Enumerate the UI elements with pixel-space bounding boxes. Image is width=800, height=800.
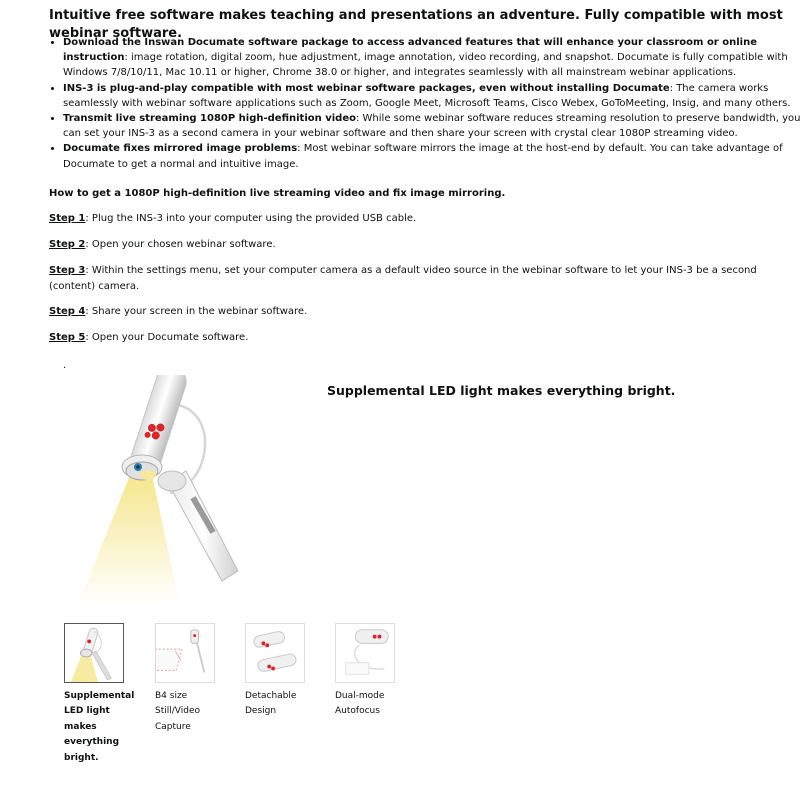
thumbnail-led-light[interactable] [64,623,124,683]
hero-caption: Supplemental LED light makes everything bright. [327,383,676,398]
thumbnail-label-led-light: Supplemental LED light makes everything bright. [64,691,135,763]
thumbnail-detachable[interactable] [245,623,305,683]
thumbnail-label-autofocus: Dual-mode Autofocus [335,691,385,717]
feature-bullet-text: : The camera works seamlessly with webinar software applications such as Zoom, Google Meet, Microsoft Teams, Cisco Webex, GoToMeeting, Insig, and many others. [63,82,791,109]
thumbnail-b4-capture-image [156,624,214,682]
step-label: Step 1 [49,213,86,224]
step-label: Step 3 [49,265,86,276]
step-text: : Share your screen in the webinar software. [85,306,308,317]
feature-bullet-bold: Transmit live streaming 1080P high-definition video [63,113,356,125]
step-text: : Open your Documate software. [85,332,249,343]
feature-bullet [63,81,800,111]
feature-bullet-text: : image rotation, digital zoom, hue adjustment, image annotation, video recording, and snapshot. Documate is fully compatible with Windows 7/8/10/11, Mac 10.11 or higher, Chrome 38.0 or higher, and integrates seamlessly with all mainstream webinar applications. [63,52,788,79]
step-text: : Open your chosen webinar software. [85,239,276,250]
feature-bullet [63,35,800,81]
step-label: Step 2 [49,239,86,250]
step-3 [49,263,789,294]
step-1 [49,211,789,227]
step-5 [49,330,789,346]
feature-bullet [63,141,800,171]
thumbnail-b4-capture[interactable] [155,623,215,683]
feature-bullet-bold: Download the Inswan Documate software package to access advanced features that will enhance your classroom or online instruction [63,37,757,64]
thumbnail-led-light-image [65,624,123,682]
feature-bullet-text: : While some webinar software reduces streaming resolution to preserve bandwidth, you can set your INS-3 as a second camera in your webinar software and then share your screen with crystal clear 1080P streaming video. [63,113,800,140]
thumbnail-label-b4-capture: B4 size Still/Video Capture [155,691,200,732]
feature-bullet-list [49,35,800,172]
step-label: Step 5 [49,332,86,343]
thumbnail-autofocus[interactable] [335,623,395,683]
thumbnail-label-detachable: Detachable Design [245,691,297,717]
feature-bullet-text: : Most webinar software mirrors the image at the host-end by default. You can take advantage of Documate to get a normal and intuitive image. [63,143,783,170]
feature-bullet-bold: Documate fixes mirrored image problems [63,143,298,155]
step-4 [49,304,789,320]
hero-product-image [60,375,320,605]
feature-bullet [63,111,800,141]
thumbnail-autofocus-image [336,624,394,682]
howto-title: How to get a 1080P high-definition live streaming video and fix image mirroring. [49,188,506,199]
step-text: : Within the settings menu, set your computer camera as a default video source in the webinar software to let your INS-3 be a second (content) camera. [49,265,757,292]
stray-dot: . [63,360,67,371]
feature-bullet-bold: INS-3 is plug-and-play compatible with most webinar software packages, even without installing Documate [63,82,670,94]
step-label: Step 4 [49,306,86,317]
thumbnail-detachable-image [246,624,304,682]
step-2 [49,237,789,253]
step-text: : Plug the INS-3 into your computer using the provided USB cable. [85,213,417,224]
headline: Intuitive free software makes teaching and presentations an adventure. Fully compatible with most webinar software. [49,8,783,41]
